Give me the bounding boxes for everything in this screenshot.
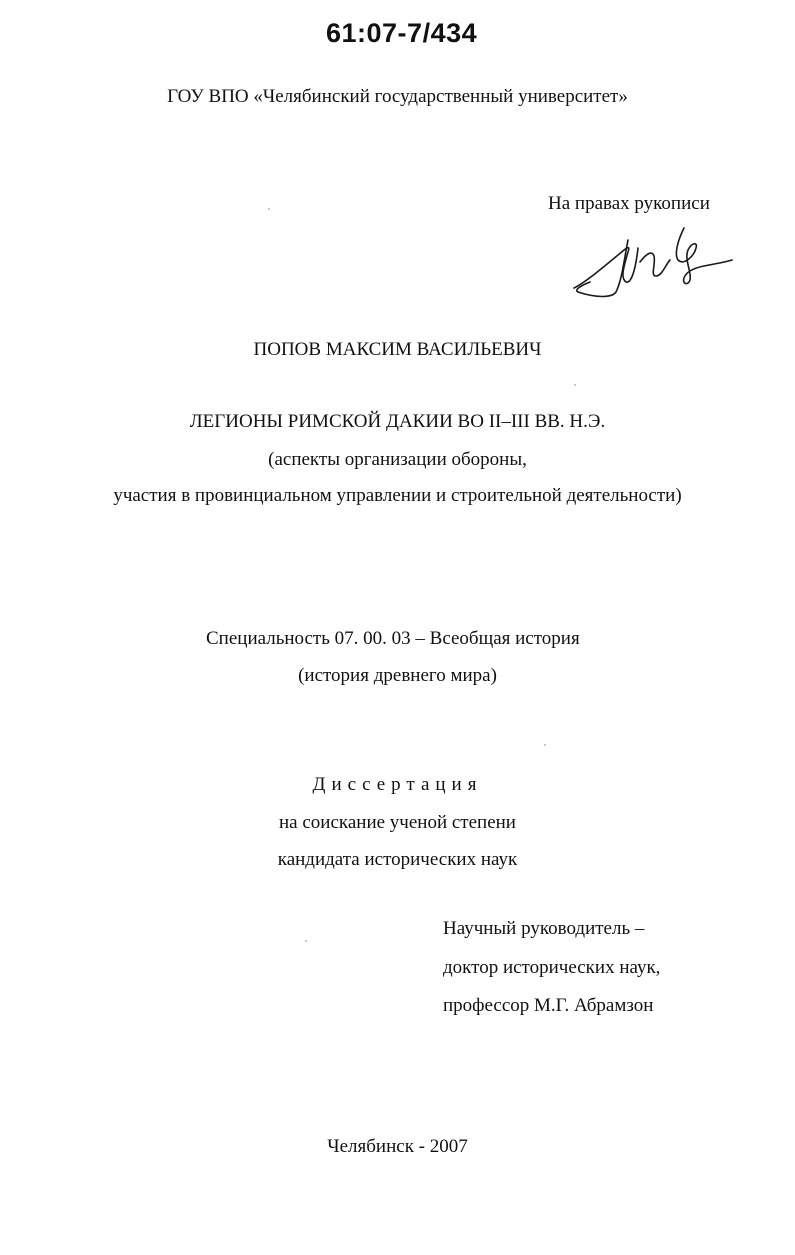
university-name: ГОУ ВПО «Челябинский государственный университет» [167, 86, 628, 107]
scan-speck [574, 384, 576, 386]
degree-line-2: кандидата исторических наук [277, 849, 518, 870]
supervisor-line-2: доктор исторических наук, [443, 957, 661, 978]
supervisor-line-1: Научный руководитель – [443, 918, 645, 939]
specialty-line-2: (история древнего мира) [298, 665, 497, 686]
city-year: Челябинск - 2007 [327, 1136, 468, 1157]
dissertation-label: Диссертация [312, 774, 483, 795]
author-name: ПОПОВ МАКСИМ ВАСИЛЬЕВИЧ [253, 339, 542, 360]
supervisor-line-3: профессор М.Г. Абрамзон [443, 995, 654, 1016]
degree-line-1: на соискание ученой степени [279, 812, 516, 833]
subtitle-line-1: (аспекты организации обороны, [268, 449, 527, 470]
catalog-number: 61:07-7/434 [326, 18, 478, 48]
signature-icon [566, 220, 736, 300]
scan-speck [544, 744, 546, 746]
manuscript-rights-note: На правах рукописи [548, 193, 710, 214]
subtitle-line-2: участия в провинциальном управлении и строительной деятельности) [113, 485, 682, 506]
dissertation-title: ЛЕГИОНЫ РИМСКОЙ ДАКИИ ВО II–III ВВ. Н.Э. [189, 411, 606, 432]
scan-speck [305, 940, 307, 942]
scan-speck [268, 208, 270, 210]
specialty-line-1: Специальность 07. 00. 03 – Всеобщая история [206, 628, 580, 649]
